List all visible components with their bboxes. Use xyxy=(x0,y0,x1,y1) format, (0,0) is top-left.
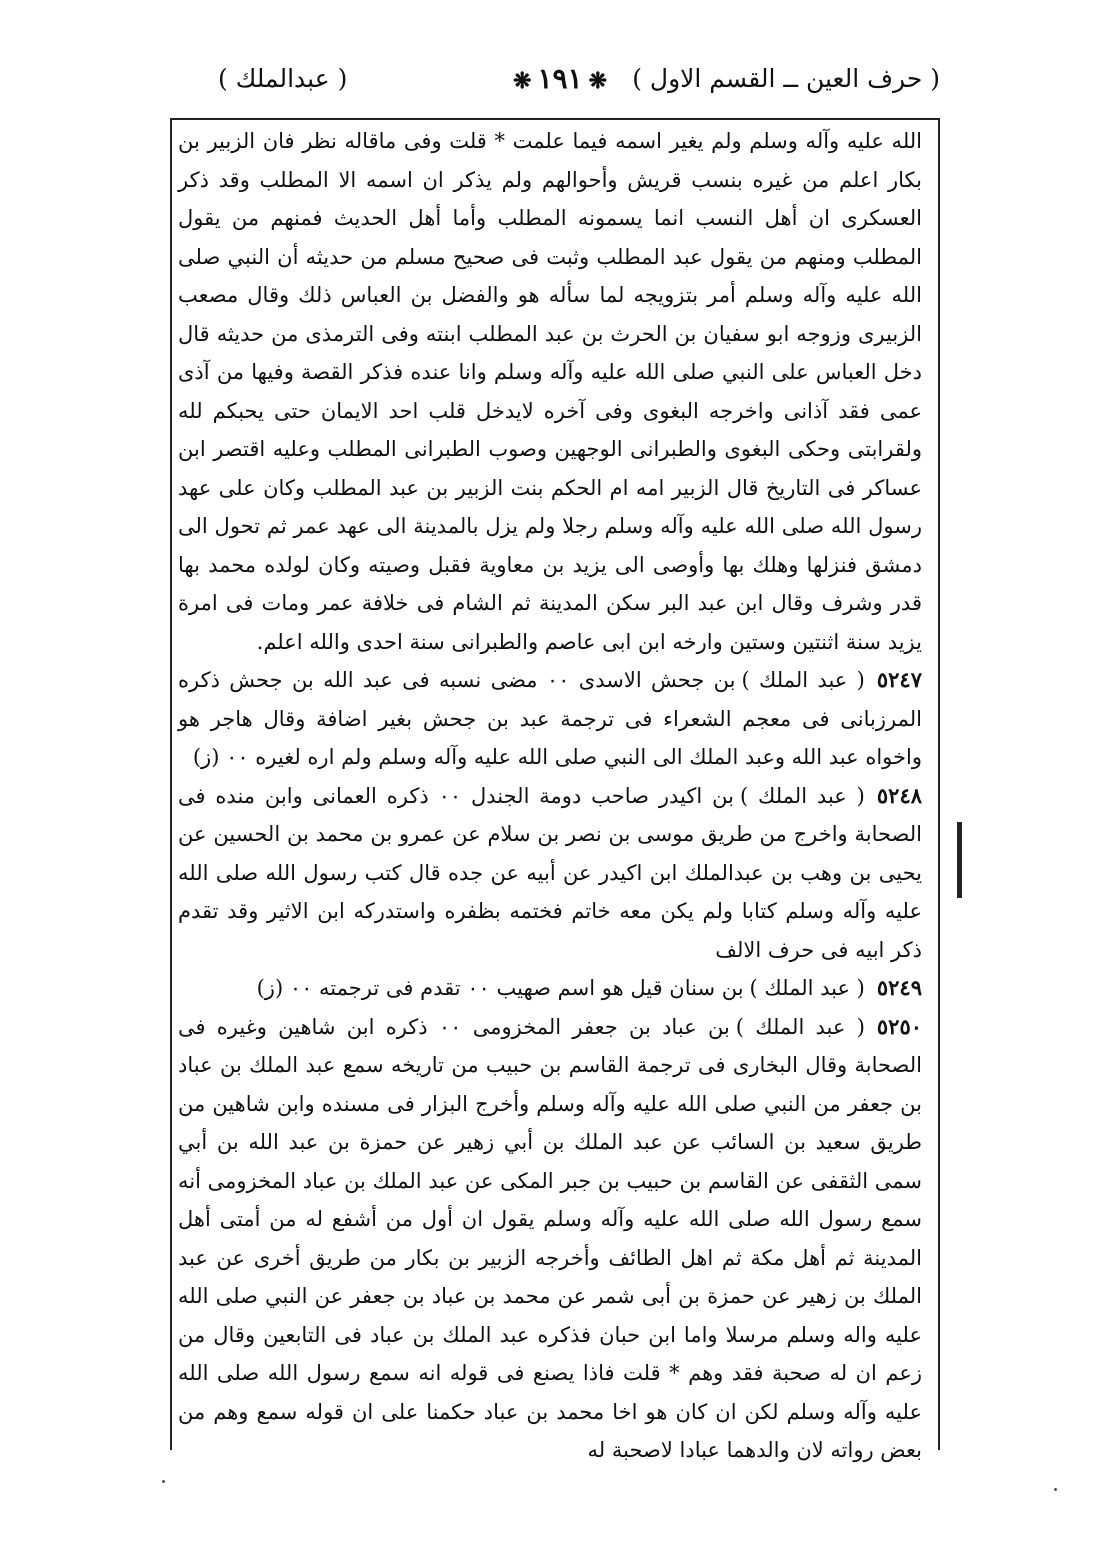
entry-number: ٥٢٥٠ xyxy=(876,1013,923,1039)
entry-5249 xyxy=(178,969,922,1008)
entry-5250 xyxy=(178,1008,922,1470)
entry-number: ٥٢٤٧ xyxy=(876,667,922,692)
entry-name: ( عبد الملك ) xyxy=(735,1014,865,1039)
entry-text: بن اكيدر صاحب دومة الجندل ٠٠ ذكره العمانى وابن منده فى الصحابة واخرج من طريق موسى بن نصر بن سلام عن عمرو بن محمد بن الحسين عن يحيى بن وهب بن عبدالملك ابن اكيدر عن أبيه عن جده قال كتب رسول الله صلى الله عليه وآله وسلم كتابا ولم يكن معه خاتم فختمه بظفره واستدركه ابن الاثير وقد تقدم ذكر ابيه فى حرف الالف xyxy=(178,783,922,962)
section-title: ( حرف العين ــ القسم الاول ) xyxy=(632,64,940,93)
entry-5248 xyxy=(178,777,922,970)
continuation-paragraph xyxy=(178,122,922,661)
scan-speck xyxy=(162,1480,165,1483)
entry-name: ( عبد الملك ) xyxy=(741,668,865,692)
scan-speck xyxy=(1054,1488,1057,1491)
entry-name: ( عبد الملك ) xyxy=(739,783,865,808)
entry-text: بن سنان قيل هو اسم صهيب ٠٠ تقدم فى ترجمته ٠٠ (ز) xyxy=(256,976,744,1000)
entry-number: ٥٢٤٨ xyxy=(876,782,923,808)
entry-keyword: ( عبدالملك ) xyxy=(218,64,348,93)
entry-5247 xyxy=(178,661,922,777)
entry-number: ٥٢٤٩ xyxy=(876,975,922,1000)
page-header xyxy=(180,58,940,108)
page-number-value: ١٩١ xyxy=(537,62,583,95)
page-body xyxy=(178,122,922,1470)
entry-name: ( عبد الملك ) xyxy=(749,976,865,1000)
ornament-icon: ❋ xyxy=(513,68,532,94)
ornament-icon: ❋ xyxy=(588,68,607,94)
entry-text: بن عباد بن جعفر المخزومى ٠٠ ذكره ابن شاهين وغيره فى الصحابة وقال البخارى فى ترجمة القاسم بن حبيب من تاريخه سمع عبد الملك بن عباد بن جعفر من النبي صلى الله عليه وآله وسلم وأخرج البزار فى مسنده وابن شاهين من طريق سعيد بن السائب عن عبد الملك بن أبي زهير عن حمزة بن عبد الله بن أبي سمى الثقفى عن القاسم بن حبيب بن جبر المكى عن عبد الملك بن عباد المخزومى أنه سمع رسول الله صلى الله عليه وآله وسلم يقول ان أول من أشفع له من أمتى أهل المدينة ثم أهل مكة ثم اهل الطائف وأخرجه الزبير بن بكار من طريق أخرى عن عبد الملك بن زهير عن حمزة بن أبى شمر عن محمد بن عباد بن جعفر عن النبي صلى الله عليه واله وسلم مرسلا واما ابن حبان فذكره عبد الملك بن عباد فى التابعين وقال من زعم ان له صحبة فقد وهم * قلت فاذا يصنع فى قوله انه سمع رسول الله صلى الله عليه وآله وسلم لكن ان كان هو اخا محمد بن عباد حكمنا على ان قوله سمع وهم من بعض رواته لان والدهما عبادا لاصحبة له xyxy=(178,1014,922,1462)
margin-mark xyxy=(957,822,962,898)
paragraph-text: الله عليه وآله وسلم ولم يغير اسمه فيما علمت * قلت وفى ماقاله نظر فان الزبير بن بكار اعلم من غيره بنسب قريش وأحوالهم ولم يذكر ان اسمه الا المطلب وقد ذكر العسكرى ان أهل النسب انما يسمونه المطلب وأما أهل الحديث فمنهم من يقول المطلب ومنهم من يقول عبد المطلب وثبت فى صحيح مسلم من حديثه أن النبي صلى الله عليه وآله وسلم أمر بتزويجه لما سأله هو والفضل بن العباس ذلك وقال مصعب الزبيرى وزوجه ابو سفيان بن الحرث بن عبد المطلب ابنته وفى الترمذى من حديثه قال دخل العباس على النبي صلى الله عليه وآله وسلم وانا عنده فذكر القصة وفيها من آذى عمى فقد آذانى واخرجه البغوى وفى آخره لايدخل قلب احد الايمان حتى يحبكم لله ولقرابتى وحكى البغوى والطبرانى الوجهين وصوب الطبرانى المطلب وعليه اقتصر ابن عساكر فى التاريخ قال الزبير امه ام الحكم بنت الزبير بن عبد المطلب وكان على عهد رسول الله صلى الله عليه وآله وسلم رجلا ولم يزل بالمدينة الى عهد عمر ثم تحول الى دمشق فنزلها وهلك بها وأوصى الى يزيد بن معاوية فقبل وصيته وكان لولده محمد بها قدر وشرف وقال ابن عبد البر سكن المدينة ثم الشام فى خلافة عمر ومات فى امرة يزيد سنة اثنتين وستين وارخه ابن ابى عاصم والطبرانى سنة احدى والله اعلم. xyxy=(178,129,922,654)
page-number xyxy=(507,62,613,95)
entry-text: بن جحش الاسدى ٠٠ مضى نسبه فى عبد الله بن جحش ذكره المرزبانى فى معجم الشعراء فى ترجمة عبد بن جحش بغير اضافة وقال هاجر هو واخواه عبد الله وعبد الملك الى النبي صلى الله عليه وآله وسلم ولم اره لغيره ٠٠ (ز) xyxy=(178,668,922,769)
